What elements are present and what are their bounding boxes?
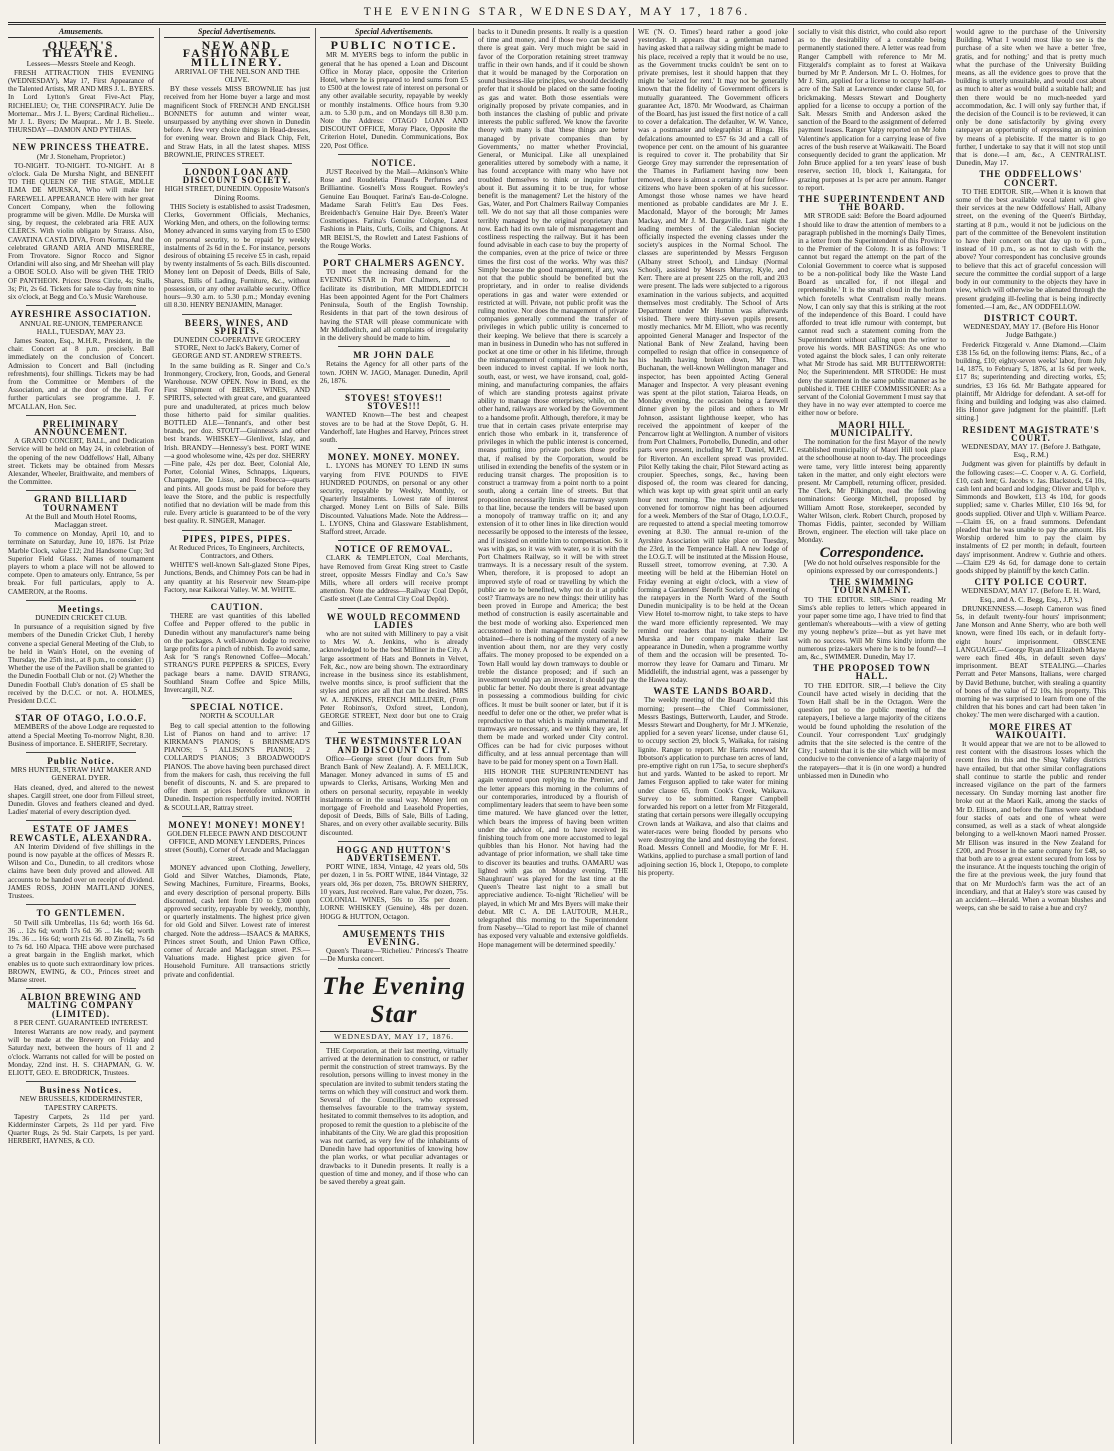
advertisement — [164, 319, 310, 526]
advertisement-heading: NOTICE OF REMOVAL. — [334, 544, 454, 555]
column-1 — [8, 28, 154, 1444]
col1-items — [8, 38, 154, 1146]
advertisement-heading: PRELIMINARY ANNOUNCEMENT. — [34, 418, 128, 437]
advertisement-body: JUST Received by the Mail—Atkinson's White Rose and Roudeletia Pinaud's Perfumes and Brilliantine. Gosnell's Moss Rouguet. Rowley's Genuine Eau Bouquet. Farina's Eau-de-Cologne. Madame Sarah Felitt's Eau Des Fees. Breidenbach's Genuine Hair Dye. Breen's Water Cosmetiques. Farina's Genuine Cologne, Latest Fashions in Plaits, Curls, Coils, and Chignons. At MR BEISL'S, the Rowlett and Latest Fashions of the Rouge Works. — [320, 168, 468, 250]
column-2 — [164, 28, 310, 1444]
advertisement — [164, 603, 310, 694]
column-5 — [638, 28, 788, 1444]
column-divider — [159, 28, 160, 1444]
police-court-sub: WEDNESDAY, MAY 17. (Before E. H. Ward, Esq., and A. C. Begg, Esq., J.P.'s.) — [961, 586, 1101, 604]
separator — [338, 254, 450, 255]
separator — [182, 530, 292, 531]
separator — [26, 988, 136, 989]
advertisement — [320, 394, 468, 444]
advertisement-body: CLARK & TEMPLETON, Coal Merchants, have Removed from Great King street to Castle street, opposite Messrs Findlay and Co.'s Saw Mills, where all orders will receive prompt attention. Note the address—Railway Coal Depôt, Castle street (Late Central City Coal Depôt). — [320, 554, 468, 604]
advertisement — [8, 605, 154, 705]
advertisement-subheading: ANNUAL RE-UNION, TEMPERANCE HALL, TUESDAY, MAY 23. — [19, 318, 143, 336]
oddfellows-heading: THE ODDFELLOWS' CONCERT. — [979, 169, 1083, 188]
advertisement-subheading: 8 PER CENT. GUARANTEED INTEREST. — [14, 1017, 148, 1027]
advertisement-body: BY these vessels MISS BROWNLIE has just received from her Home buyer a large and most magnificent Stock of FRENCH AND ENGLISH BONNETS for autumn and winter wear, unsurpassed by anything ever shown in Dunedin before. A few very choice things in Head-dresses, for evening wear. Brown and Black Chip, Felt, and Straw Hats, in all the latest shapes. MISS BROWNLIE, PRINCES STREET. — [164, 85, 310, 159]
advertisement — [8, 420, 154, 487]
advertisement-subheading: NEW BRUSSELS, KIDDERMINSTER, TAPESTRY CARPETS. — [19, 1094, 143, 1112]
advertisement — [320, 930, 468, 964]
advertisement — [320, 737, 468, 836]
advertisement-heading: NEW PRINCESS THEATRE. — [12, 142, 150, 153]
advertisement-body: MONEY advanced upon Clothing, Jewellery, Gold and Silver Watches, Diamonds, Plate, Sewing Machines, Furniture, Firearms, Books, and every description of personal property. Bills discounted, cash lent from £10 to £300 upon approved security, repayable by weekly, monthly, or quarterly instalments. The highest price given for old Gold and Silver. Lowest rate of interest charged. Note the address—ISAACS & MARKS, Princes street South, and Union Pawn Office, corner of Arcade and Maclaggan street. P.S.—Valuations made. Highest price given for Household Furniture. All transactions strictly private and confidential. — [164, 863, 310, 979]
oddfellows-letter: TO THE EDITOR. SIR,—When it is known that some of the best available vocal talent will give their services at the new Oddfellows' Hall, Albany street, on the evening of the Queen's Birthday, starting at 8 p.m., would it not be judicious on the part of the committee of the Benevolent institution to have their concert on that day up to 6 p.m., instead of 10 p.m., so as not to clash with the above? Your correspondent has conclusive grounds to believe that this act of graceful concession will secure the committee the cordial support of a large body in our community to the objects they have in view, which will otherwise be alienated through the present grudging ill-feeling that is being indirectly fomented.—I am, &c., AN ODDFELLOW. — [956, 187, 1106, 311]
maori-hill-report: The nomination for the first Mayor of the newly established municipality of Maori Hill took place at the schoolhouse at noon to-day. The proceedings were tame, very little interest being apparently taken in the matter, and only eight electors were present. Mr Campbell, returning officer, presided. The Clerk, Mr Pilkington, read the following nominations: George Mitchell, proposed by William Arnott Rose, storekeeper, seconded by Walter Wilson, clerk. Robert Church, proposed by Thomas Fiddis, painter, seconded by William Brown, engineer. The election will take place on Monday. — [798, 437, 946, 545]
leader-continued: backs to it Dunedin presents. It really is a question of time and money, and if those two can be saved there is great gain. Very much might be said in favor of the Corporation retaining street tramway traffic in their own hands, and if it could be shown that it would be managed by the Corporation on sound business-like principles, we should decidedly prefer that it should be placed on the same footing as gas and water. Both those essentials were originally proposed by private companies, and in both instances the clashing of public and private interests the public suffered. We know the favorite theory with many is that 'these things are better managed by private companies than by Governments,' no matter whether Provincial, General, or Municipal. Like all unexplained generalities uttered by somebody with a name, it has found acceptance with many who have not troubled themselves to think or inquire further about it. But assuming it to be true, for whose benefit is the management? Let the history of the Gas, Water, and Port Chalmers Railway Companies tell. We do not say that all those companies were terribly managed by the original proprietary than now. Each had its own tale of mismanagement and costliness respecting the railway. But it has been found advisable in each case to buy the property of the companies, even at the price of twice or three times the first cost of the works. Why was this? Simply because the good management, if any, was not that the public should be benefited but the proprietary, and in order to realise dividends operations in gas and water were extended or restricted at will. Private, not public profit was the ruling motive. Nor does the management of private companies generally commend the transfer of privileges in which public utility is concerned to their keeping. We believe that there is scarcely a man in business in Dunedin who has not suffered in pocket at one time or other in his lifetime, through the mismanagement of companies in which he has been induced to invest capital. If we look north, south, east, or west, we have ironsand, coal, gold-mining, and manufacturing companies, the affairs of which are standing protests against private ability to manage those enterprises; while, on the other hand, railways are worked by the Government to a handsome profit. Although, therefore, it may be true that in certain cases private enterprise may enrich those who embark in it, transference of privileges in which the public interest is concerned, means putting into private pockets those profits that, if realised by the Corporation, would be utilised in extending the benefits of the system or in reducing transit charges. The proposition is to construct a tramway from a point north to a point south, along a certain line of streets. But that proposition necessarily limits the tramway system to that line, because the tenders will be based upon a monopoly of tramway traffic on it; and any extension of it to other lines in like direction would necessarily be opposed to the interests of the lessee, and if insisted on entitle him to compensation. So it was with gas, so it was with water, so it is with the Port Chalmers Railway, so it will be with street tramways. It is a necessary result of the system. When, therefore, it is proposed to adopt an improved style of road or travelling by which the public are to be benefited, why not do it at public cost? Tramways are no new things: their utility has been proved in Europe and America; the best method of construction is easily ascertainable and the best mode of working also. Experienced men accustomed to their management could easily be obtained—there is nothing of the mystery of a new invention about them, nor are they very costly affairs. The money proposed to be expended on a Town Hall would lay down tramways to double or treble the distance proposed; and if such an investment would pay an investor, it should pay the public far better. No doubt there is great advantage in possessing a commodious building for civic offices. It must be built sooner or later, but if it is needful to defer one or the other, we prefer what is reproductive to that which is mainly ornamental. If tramways are necessary, and we think they are, let them be made and worked under City control. Offices can be had for civic purposes without difficulty, and at less annual percentage than will have to be paid for money spent on a Town Hall. — [478, 28, 628, 767]
advertisement-body: MEMBERS of the above Lodge are requested to attend a Special Meeting To-morrow Night, 8.30. Business of importance. E. SHERIFF, Secretary. — [8, 723, 154, 748]
advertisement-heading: ESTATE OF JAMES REWCASTLE, ALEXANDRA. — [9, 824, 153, 843]
column-divider — [473, 28, 474, 1444]
advertisement-heading: PORT CHALMERS AGENCY. — [323, 258, 465, 269]
waste-lands-report: The weekly meeting of the Board was held this morning; present—the Chief Commissioner, Messrs Bastings, Butterworth, Lauder, and Strode. Messrs Stewart and Dougherty, for Mr J. M'Kenzie, applied for a seven years' license, under clause 61, to occupy section 29, block 5, Waikaka, for raising lignite. Ranger to report. Mr Harris renewed Mr Ibbotson's application to purchase ten acres of land, pre-emptive right on run 175a, to secure shepherd's hut and yards. Wanted to be asked to report. Mr James Ferguson applied to take water for mining under clause 65, from Cook's Creek, Waikava. Survey to be submitted. Ranger Campbell forwarded his report on a letter from Mr Fitzgerald, stating that certain persons were illegally occupying Crown lands at Waikava, and also that claims and water-races were being flooded by persons who were destroying the land and destroying the forest. Road. Messrs Connell and Moodie, for Mr F. H. Watkins, applied to purchase a small portion of land adjoining section 16, block 1, Otepopo, to complete his property. — [638, 696, 788, 877]
column-divider — [315, 28, 316, 1444]
separator — [338, 154, 450, 155]
advertisement — [164, 168, 310, 309]
advertisement-heading: STAR OF OTAGO, I.O.O.F. — [15, 713, 147, 724]
advertisement — [8, 310, 154, 410]
separator — [26, 820, 136, 821]
advertisement-body: WHITE'S well-known Salt-glazed Stone Pipes, Junctions, Bends, and Chimney Pots can be had in any quantity at his Reservoir new Steam-pipe Factory, near Kaikorai Valley. W. M. WHITE. — [164, 561, 310, 594]
separator — [182, 163, 292, 164]
separator — [182, 598, 292, 599]
advertisement — [164, 703, 310, 812]
advertisement-subheading: Lessees—Messrs Steele and Keogh. — [26, 58, 136, 68]
advertisement-body: Hats cleaned, dyed, and altered to the newest shapes. Cargill street, one door from Filleul street, Dunedin. Gloves and feathers cleaned and dyed. Ladies' material of every description dyed. — [8, 783, 154, 817]
advertisement-subheading: At Reduced Prices, To Engineers, Architects, Contractors, and Others. — [169, 542, 305, 560]
separator — [338, 540, 450, 541]
advertisement-body: To commence on Monday, April 10, and to terminate on Saturday, June 10, 1876. 1st Prize Marble Clock, value £12; 2nd Handsome Cup; 3rd Superior Field Glass. Names of tournament players to whom a place will not be allowed to compete. Open to amateurs only. Entrance, 5s per break. For full particulars, apply to A. CAMERON, at the Rooms. — [8, 530, 154, 596]
separator — [338, 841, 450, 842]
advertisement — [164, 535, 310, 594]
advertisement-heading: HOGG AND HUTTON'S ADVERTISEMENT. — [336, 844, 452, 864]
fires-report: It would appear that we are not to be allowed to rest content with the disastrous losses which the recent fires in this and the Shag Valley districts have entailed, but that other similar conflagrations shall continue to startle the public and render increased vigilance on the part of the farmers necessary. On Sunday morning last another fire broke out at the Maori Kaik, among the stacks of Mr D. Ellison, and before the flames were subdued four stacks of oats and one of wheat were consumed, as well as a stack of wheat alongside belonging to a well-known Maori named Prosser. Mr Ellison was insured in the New Zealand for £200, and Prosser in the same company for £48, so that both are to a great extent secured from loss by the insurance. At the inquests touching the origin of the fire at the previous week, the jury found that that on Mr Murdoch's farm was the act of an incendiary, and that at Haley's store was caused by an accident.—Herald. When a woman blushes and weeps, can she be said to raise a hue and cry? — [956, 740, 1106, 913]
advertisement-heading: SPECIAL NOTICE. — [190, 702, 284, 713]
advertisement-heading: CAUTION. — [210, 602, 264, 612]
column-divider — [633, 28, 634, 1444]
column-4 — [478, 28, 628, 1444]
advertisement — [8, 825, 154, 900]
masthead-rule — [8, 24, 1106, 25]
advertisement-heading: MR JOHN DALE — [353, 350, 435, 361]
advertisement — [8, 757, 154, 816]
advertisement — [8, 38, 154, 135]
advertisement-heading: ALBION BREWING AND MALTING COMPANY (LIMITED). — [20, 992, 142, 1019]
correspondence-heading: Correspondence. — [819, 544, 925, 561]
advertisement — [320, 159, 468, 250]
advertisement-heading: NEW AND FASHIONABLE MILLINERY. — [182, 38, 292, 69]
advertisement — [320, 453, 468, 536]
town-hall-letter: TO THE EDITOR. SIR,—I believe the City Council have acted wisely in deciding that the Town Hall shall be in the Octagon. Were the question put to the public meeting of the ratepayers, I believe a large majority of the citizens would be found upholding the resolution of the Council. Your correspondent 'Lux' grudgingly admits that the site selected is the centre of the City; I submit that it is the site which will be most conducive to the convenience of a large majority of the ratepayers—that it is (in one word) a hundred unbiassed men in Dunedin who — [798, 681, 946, 780]
swimming-heading: THE SWIMMING TOURNAMENT. — [829, 577, 915, 596]
advertisement-body: 50 Twill silk Umbrellas, 11s 6d; worth 16s 6d. 36 ... 12s 6d; worth 17s 6d. 36 ... 14s 6d; worth 19s. 36 ... 16s 6d; worth 21s 6d. 80 Zinella, 7s 6d to 7s 6d. 160 Alpaca. THE above were purchased a great bargain in the English market, which enables us to quote such extraordinary low prices. BROWN, EWING, & CO., Princes street and Manse street. — [8, 918, 154, 984]
advertisement-body: WANTED Known—The best and cheapest stoves are to be had at the Stove Depôt, G. H. Vanderhoff, late Hughes and Harvey, Princes street south. — [320, 411, 468, 444]
fires-heading: MORE FIRES AT WAIKOUAITI. — [989, 721, 1073, 740]
advertisement-heading: AMUSEMENTS THIS EVENING. — [342, 928, 446, 947]
advertisement-body: James Seaton, Esq., M.H.R., President, in the chair. Concert at 8 p.m. precisely. Ball immediately on the conclusion of Concert. Admission to Concert and Ball (including refreshments), four shillings. Tickets may be had from the Committee or Members of the Association, and at the door of the Hall. For further particulars see programme. J. F. M'CALLAN, Hon. Sec. — [8, 336, 154, 411]
advertisement-subheading: ARRIVAL OF THE NELSON AND THE OLIVE. — [174, 66, 300, 85]
advertisement — [320, 846, 468, 921]
district-court-heading: DISTRICT COURT. — [983, 312, 1079, 323]
advertisement-subheading: At the Bull and Mouth Hotel Rooms, Maclaggan street. — [25, 511, 137, 529]
editorial-notes: HIS HONOR THE SUPERINTENDENT has again ventured upon replying to the Premier, and the letter appears this morning in the columns of our contemporaries, introduced by a flourish of complimentary leaders that seem to have been some time matured. We have glanced over the letter, which bears the impress of having been written under the advice of, and to have received its finishing touch from one more accustomed to legal quibbles than his Honor. Not having had the advantage of prior information, we shall take time to discover its beauties and truths. OAMARU was lighted with gas on Monday evening. 'THE Shaughraun' was played for the last time at the Queen's Theatre last night to a small but appreciative audience. To-night 'Richelieu' will be played, in which Mr and Mrs Byers will make their debut. MR C. A. DE LAUTOUR, M.H.R., telegraphed this morning to the Superintendent from Naseby—'Glad to report last mile of channel has exposed very valuable and extensive goldfields. Hope management will be determined speedily.' — [478, 768, 628, 949]
advertisement — [8, 495, 154, 595]
maori-hill-heading: MAORI HILL MUNICIPALITY. — [830, 419, 914, 438]
advertisement-body: L. LYONS has MONEY TO LEND IN sums varying from FIVE POUNDS to FIVE HUNDRED POUNDS, on personal or any other security, repayable by Weekly, Monthly, or Quarterly Instalments. Lowest rate of interest charged. Money Lent on Bills of Sale. Bills Discounted. Valuations Made. Note the Address—L. LYONS, China and Glassware Establishment, Stafford street, Arcade. — [320, 462, 468, 536]
police-court-heading: CITY POLICE COURT. — [974, 577, 1088, 588]
advertisement-heading: LONDON LOAN AND DISCOUNT SOCIETY. — [182, 167, 292, 186]
rm-court-report: Judgment was given for plaintiffs by default in the following cases:—C. Cooper v. A. G. Corfield, £10, cash lent; G. Jacobs v. Jas. Blackstock, £4 10s, cash lent and board and lodging; Oliver and Ulph v. Simmonds and Bowkett, £13 4s 10d, for goods supplied; same v. Charles Miller, £10 16s 9d, for goods supplied. Oliver and Ulph v. William Pearce.—Claim £6, on a fraud summons. Defendant pleaded that he was unable to pay the amount. His Worship ordered him to pay the claim by instalments of £2 per month; in default, fourteen days' imprisonment. Andrew v. Guthrie and others.—Claim £29 4s 6d, for damage done to certain goods shipped by plaintiff by the ketch Catlin. — [956, 460, 1106, 575]
advertisement-body: THERE are vast quantities of this labelled Coffee and Pepper offered to the public in Dunedin without any manufacturer's name being on the packages. A well-known dodge to receive large profits for a pinch of rubbish. To avoid same, Ask for 'S rang's Renowned Coffee—Mocah.' STRANG'S PURE PEPPERS & SPICES, Every package bears a name. DAVID STRANG, Southland Steam Coffee and Spice Mills, Invercargill, N.Z. — [164, 612, 310, 695]
separator — [26, 305, 136, 306]
advertisement-heading: Meetings. — [57, 603, 105, 614]
advertisement-body: who are not suited with Millinery to pay a visit to Mrs W. A. Jenkins, who is already acknowledged to be the best Milliner in the City. A large assortment of Hats and Bonnets in Velvet, Felt, &c., now are being shown. The extraordinary increase in the business since its establishment, twelve months since, is proof sufficient that the styles and prices are all that can be desired. MRS W. A. JENKINS, FRENCH MILLINER, (From Peter Robinson's, Oxford street, London), GEORGE STREET, Next door but one to Craig and Gillies. — [320, 630, 468, 729]
separator — [182, 314, 292, 315]
separator — [26, 490, 136, 491]
advertisement — [320, 545, 468, 603]
column-divider — [793, 28, 794, 1444]
advertisement — [320, 613, 468, 729]
column-7 — [956, 28, 1106, 1444]
advertisement-subheading: NORTH & SCOULLAR — [199, 711, 275, 721]
column-divider — [951, 28, 952, 1444]
advertisement-body: Office—George street (four doors from Sub Branch Bank of New Zealand). A. F. MELLICK, Manager. Money advanced in sums of £5 and upwards to Clerks, Artisans, Working Men and others on personal security, repayable in weekly instalments or in the usual way. Money lent on mortgage of Freehold and Leasehold Properties, deposit of Deeds, Bills of Sale, Bills of Lading, Shares, and on every other available security. Bills discounted. — [320, 754, 468, 837]
advertisement-body: In pursuance of a requisition signed by five members of the Dunedin Cricket Club, I hereby convene a special General Meeting of the Club, to be held in Wain's Hotel, on the evening of Thursday, the 25th inst., at 8 p.m., to consider: (1) Whether the use of the Pavilion shall be granted to the Dunedin Football Club or not. (2) Whether the Dunedin Football Club's donation of £5 shall be received by the D.C.C. or not. A. HOLMES, President D.C.C. — [8, 623, 154, 706]
advertisement — [8, 714, 154, 748]
separator — [26, 709, 136, 710]
advertisement-body: Interest Warrants are now ready, and payment will be made at the Brewery on Friday and Saturday next, between the hours of 11 and 2 o'clock. Warrants not called for will be posted on Monday, 22nd inst. H. S. CHAPMAN, G. W. ELIOTT, GEO. E. BRODRICK, Trustees. — [8, 1027, 154, 1077]
advertisement-body: Retains the Agency for all other parts of the town. JOHN W. JAGO, Manager. Dunedin, April 26, 1876. — [320, 360, 468, 385]
advertisement-body: A GRAND CONCERT, BALL, and Dedication Service will be held on May 24, in celebration of the opening of the new Oddfellows' Hall, Albany street. Tickets may be obtained from Messrs Alexander, Wheeler, Braithwaite, and members of the Committee. — [8, 437, 154, 487]
newspaper-dateline: WEDNESDAY, MAY 17, 1876. — [320, 1031, 468, 1043]
advertisement-body: FRESH ATTRACTION THIS EVENING (WEDNESDAY), May 17, First Appearance of the Talented Artists, MR AND MRS J. L. BYERS. In Lord Lytton's Great Five-Act Play, RICHELIEU; Or, THE CONSPIRACY. Julie De Mortemar... Mrs J. L. Byers; Cardinal Richelieu... Mr J. L. Byers; De Mauprat... Mr J. B. Steele. THURSDAY—DAMON AND PYTHIAS. — [8, 68, 154, 135]
separator — [26, 138, 136, 139]
advertisement-subheading: GOLDEN FLEECE PAWN AND DISCOUNT OFFICE, AND MONEY LENDERS, Princes street (South), Corner of Arcade and Maclaggan street. — [164, 829, 310, 863]
advertisement-heading: PUBLIC NOTICE. — [330, 38, 458, 53]
advertisement-subheading: DUNEDIN CRICKET CLUB. — [35, 613, 127, 622]
waste-lands-heading: WASTE LANDS BOARD. — [653, 686, 773, 697]
separator — [338, 448, 450, 449]
advertisement-subheading: MRS HUNTER, STRAW HAT MAKER AND GENERAL DYER. — [10, 765, 152, 783]
advertisement-body: Beg to call special attention to the following List of Pianos on hand and to arrive: 17 KIRKMAN'S PIANOS; 6 BRINSMEAD'S PIANOS; 5 ALLISON'S PIANOS; 2 COLLARD'S PIANOS; 3 BROADWOOD'S PIANOS. The above having been purchased direct from the makers for cash, thus receiving the full benefit of discounts, N. and S. are prepared to offer them at prices heretofore unknown in Dunedin. Inspection respectfully invited. NORTH & SCOULLAR, Rattray street. — [164, 721, 310, 812]
advertisement — [8, 143, 154, 301]
separator — [182, 698, 292, 699]
separator — [26, 752, 136, 753]
advertisement-body: Tapestry Carpets, 2s 11d per yard. Kidderminster Carpets, 2s 11d per yard. Five Quarter Rugs, 2s 9d. Stair Carpets, 1s per yard. HERBERT, HAYNES, & CO. — [8, 1112, 154, 1146]
advertisement — [320, 38, 468, 150]
waste-lands-continued: socially to visit this district, who could also report as to the desirability of a constable being permanently stationed there. A letter was read from Ranger Campbell with reference to Mr M. Fitzgerald's complaint as to forest at Waikava burned by Mr P. Anderson. Mr L. O. Holmes, for Mr J. Sim, applied for a license to occupy half-an-acre of the Salt at Lawrence under clause 50, for brickmaking. Messrs Stewart and Dougherty applied for a license to occupy a portion of the Salt. Messrs Smith and Anderson asked the sanction of the Board to the assignment of deferred payment leases. Ranger Valpy reported on Mr John Valentine's application for a carrying lease of five acres of the bush reserve at Waikawaiti. The Board consequently decided to grant the application. Mr John Bruce applied for a ten years' lease of bush reserve, section 10, block 1, Kaitangata, for grazing purposes at 1s per acre per annum. Ranger to report. — [798, 28, 946, 192]
advertisement-heading: QUEEN'S THEATRE. — [42, 38, 120, 61]
town-hall-heading: THE PROPOSED TOWN HALL. — [813, 663, 931, 682]
separator — [338, 608, 450, 609]
col2-items — [164, 38, 310, 979]
district-court-report: Frederick Fitzgerald v. Anne Diamond.—Claim £38 15s 6d, on the following items: Plans, &c., of a building, £10; eighty-seven weeks' labor, from July 14, 1875, to February 5, 1876, at 1s 6d per week, £17 8s; superintending and directing works, £5; sundries, £3 16s 6d. Mr Bathgate appeared for plaintiff, Mr Aldridge for defendant. A set-off for fixing and building and lodging was also claimed. His Honor gave judgment for the plaintiff. [Left sitting.] — [956, 340, 1106, 423]
advertisement-heading: BEERS, WINES, AND SPIRITS. — [184, 317, 290, 336]
advertisement-heading: AYRESHIRE ASSOCIATION. — [10, 309, 152, 320]
special-ads-header: Special Advertisements. — [164, 28, 310, 38]
separator — [338, 346, 450, 347]
separator — [338, 732, 450, 733]
advertisement-heading: MONEY. MONEY. MONEY. — [327, 452, 461, 463]
advertisement-body: THIS Society is established to assist Tradesmen, Clerks, Government Officials, Mechanics, Working Men, and others, on the following terms: Money advanced in sums varying from £5 to £500 on personal security, to be repaid by weekly instalments of 2s 6d in the £. For instance, persons desirous of obtaining £5 receive £5 in cash, repaid by twenty instalments of 5s each. Bills discounted. Money lent on Deposit of Deeds, Bills of Sale, Shares, Bills of Lading, Furniture, &c., without possession, or any other available security. Office hours—9.30 a.m. to 5.30 p.m.; Monday evening till 8.30. HENRY BENJAMIN, Manager. — [164, 202, 310, 310]
advertisement — [164, 38, 310, 159]
advertisement-subheading: DUNEDIN CO-OPERATIVE GROCERY STORE, Next to Jack's Bakery, Corner of GEORGE AND ST. ANDREW STREETS. — [172, 334, 302, 361]
advertisement — [8, 909, 154, 984]
rm-court-sub: WEDNESDAY, MAY 17. (Before J. Bathgate, Esq., R.M.) — [961, 441, 1101, 460]
page-masthead: THE EVENING STAR, WEDNESDAY, MAY 17, 1876. — [8, 4, 1106, 23]
newspaper-title: The Evening Star — [322, 972, 466, 1028]
advertisement-body: Queen's Theatre—'Richelieu.' Princess's Theatre—De Murska concert. — [320, 947, 468, 964]
advertisement — [164, 821, 310, 979]
special-ads-header: Special Advertisements. — [320, 28, 468, 38]
police-court-report: DRUNKENNESS.—Joseph Cameron was fined 5s, in default twenty-four hours' imprisonment; Jane Monson and Anne Sherry, who are both well known, were fined 10s each, or in default forty-eight hours' imprisonment. OBSCENE LANGUAGE.—George Ryan and Elizabeth Mayne were each fined 40s, in default seven days' imprisonment. BEAT STEALING.—Charles Perratt and Peter Mansons, Italians, were charged by David Bethune, butcher, with stealing a quantity of bones of the value of £2 10s, his property. This morning he was surprised to learn from one of the children that his bones and cart had been taken 'in chokey.' The men were discharged with a caution. — [956, 604, 1106, 720]
advertisement-heading: NOTICE. — [371, 157, 417, 168]
rm-court-heading: RESIDENT MAGISTRATE'S COURT. — [962, 424, 1100, 443]
advertisement-heading: Public Notice. — [47, 756, 115, 767]
news-paragraphs: WE ('N. O. Times') heard rather a good joke yesterday. It appears that a gentleman named having asked that a railway siding might be made to his place, received a reply that it would be no use, as the Government trucks couldn't be sent on to private premises, lest it should happen that they might be 'seized for rent.' It may not be generally known that the fidelity of Government officers is mutually guaranteed. The Government officers guarantee Act, 1870. Mr Woodward, as Chairman of the Board, has just issued the first notice of a call to cover a defalcation. The defaulter, W. W. Vance, was a postmaster and telegraphist at Ringa. His defalcations amounted to £57 6s 3d and a call of twopence per cent. on the amount of his guarantee is required to cover it. The probability that Sir George Grey may surrender the representation of the Thames in Parliament having now been removed, there is almost a certainty of four fellow-citizens who have been spoken of at his sucessor. Amongst those whose names we have heard mentioned as probable candidates are Mr J. E. Macdonald, Mayor of the borough; Mr James Mackay, and Mr J. M. Dargaville. Last night the leading members of the Caledonian Society officially inspected the evening classes under the society's auspices in the Normal School. The classes are superintended by Messrs Ferguson (Albany street School), and Lindsay (Normal School), assisted by Messrs Murray, Kyle, and Kerr. There are at present 225 on the roll, and 203 were present. The lads were subjected to a rigorous examination in the various subjects, and acquitted themselves most creditably. The School of Arts Department under Mr Hutton was afterwards visited. There were thirty-seven pupils present, mostly mechanics. Mr M. Elliott, who was recently appointed General Manager and Inspector of the National Bank of New Zealand, having been compelled to resign that office in consequence of his health having broken down, Mr Thos. Buchanan, the well-known Wellington manager and inspector, has been appointed Acting General Manager and Inspector. A very pleasant evening was spent at the pilot station, Taiaroa Heads, on Monday evening, the occasion being a farewell dinner given by the pilots and others to Mr Johnson, assistant lighthouse keeper, who has received the appointment of keeper of the Pencarrow light at Wellington. A number of visitors from Port Chalmers, Portobello, Dunedin, and other parts were present, including Mr T. Daniel, M.P.C. for Riverton. An excellent spread was provided. Pilot Kelly taking the chair, Pilot Steward acting as croupier. Speeches, songs, &c., having been disposed of, the room was cleared for dancing, which was kept up with great spirit until an early hour next morning. The meeting of cricketers convened for tomorrow night has been adjourned for a week. Members of the Star of Otago, I.O.O.F., are requested to attend a special meeting tomorrow evening at 8.30. The annual re-union of the Ayrshire Association will take place on Tuesday, the 23rd, in the Temperance Hall. A new lodge of the I.O.G.T. will be instituted at the Mission House, Russell street, tomorrow evening, at 7.30. A meeting will be held at the Hibernian Hotel on Friday evening at eight o'clock, with a view of forming a Gardeners' Benefit Society. A meeting of the ratepayers in the North Ward of the South Dunedin municipality is to be held at the Ocean View Hotel to-morrow night, to take steps to have the ward more efficiently represented. We may remind our readers that to-night Madame De Murska and her company make their last appearance in Dunedin, when a programme worthy of them and the occasion will be presented. To-morrow they leave for Oamaru and Timaru. Mr Middlelift, the industrial agent, was a passenger by the Hawea today. — [638, 28, 788, 685]
advertisement-body: MR M. MYERS begs to inform the public in general that he has opened a Loan and Discount Office in Moray place, opposite the Criterion Hotel, where he is prepared to lend sums from £5 to £500 at the lowest rate of interest on personal or any other available security, repayable by weekly or monthly instalments. Office hours from 9.30 a.m. to 5.30 p.m., and on Mondays till 8.30 p.m. Note the Address: OTAGO LOAN AND DISCOUNT OFFICE, Moray Place, Opposite the Criterion Hotel, Dunedin. Communications, Box 220, Post Office. — [320, 51, 468, 150]
advertisement-subheading: HIGH STREET, DUNEDIN. Opposite Watson's Dining Rooms. — [164, 184, 310, 202]
advertisement-heading: PIPES, PIPES, PIPES. — [183, 533, 291, 544]
separator — [338, 389, 450, 390]
advertisement-heading: Business Notices. — [39, 1085, 123, 1096]
advertisement-body: TO meet the increasing demand for the EVENING STAR in Port Chalmers, and to facilitate its distribution, MR MIDDLEDITCH Has been appointed Agent for the Port Chalmers Peninsula, South of the English Township. Residents in that part of the town desirous of having the STAR will please communicate with Mr Middleditch, and all complaints of irregularity in the delivery should be made to him. — [320, 268, 468, 342]
separator — [26, 415, 136, 416]
amusements-header: Amusements. — [8, 28, 154, 38]
leader-article: THE Corporation, at their last meeting, virtually arrived at the determination to construct, or rather permit the construction of street tramways. By the resolution, persons willing to invest money in the speculation are invited to submit tenders stating the terms on which they will construct and work them. Several of the Councillors, who expressed themselves favourable to the tramway system, hesitated to commit themselves to its adoption, and proposed to remit the question to a plebiscite of the inhabitants of the City. We are glad this proposition was not carried, as very few of the inhabitants of Dunedin have had opportunities of knowing how the plan works, or what peculiar advantages or drawbacks to it Dunedin presents. It really is a question of time and money, and if those who can be saved thereby a great gain. — [320, 1046, 468, 1186]
column-6 — [798, 28, 946, 1444]
advertisement — [8, 1086, 154, 1145]
superintendent-report: MR STRODE said: Before the Board adjourned I should like to draw the attention of members to a paragraph published in the morning's Daily Times, in a letter from the Superintendent of this Province to the Premier of the Colony. It is as follows: 'I cannot but regard the attempt on the part of the Colonial Government to coerce what is supposed to be a non-political body like the Waste Land Board as uncalled for, if not illegal and reprehensible.' It is the small cloud in the horizon which foretells what Centralism really means. Now, I can only say that this is striking at the root of the independence of this Board. I could have afforded to treat idle rumour with contempt, but cannot read such a statement coming from the Superintendent without calling upon the writer to prove his words. MR BASTINGS: As one who voted against the block sales, I can only reiterate what Mr Strode has said. MR BUTTERWORTH: No; the Superintendent. MR STRODE: He must deny the statement in the same public manner as he published it. THE CHIEF COMMISSIONER: As a servant of the Colonial Government I must say that they have in no way ever attempted to coerce me either now or before. — [798, 212, 946, 418]
column-3 — [320, 28, 468, 1444]
advertisement — [320, 351, 468, 385]
separator — [26, 1081, 136, 1082]
town-hall-continued: would agree to the purchase of the University Building. What I would most like to see is the purchase of a site when we have a better 'free, gratis, and for nothing;' and that is pretty much what the purchase of the University Building means, as all the evidence goes to prove that the building is utterly unsuitable, and would cost about as much to alter as would build a suitable hall; and then there would be no much-needed yard accommodation, &c. I will only say further that, if the decision of the Council is to be reviewed, it can only be done satisfactorily by giving every ratepayer an opportunity of expressing an opinion by means of a plebiscite. If the matter is to go further, I undertake to say that it will not stop until that is done.—I am, &c., A CENTRALIST. Dunedin, May 17. — [956, 28, 1106, 168]
advertisement-subheading: (Mr J. Stoneham, Proprietor.) — [36, 151, 126, 161]
separator — [26, 904, 136, 905]
advertisement — [320, 259, 468, 342]
advertisement-heading: TO GENTLEMEN. — [36, 908, 126, 919]
separator — [338, 968, 450, 969]
advertisement-body: TO-NIGHT. TO-NIGHT. TO-NIGHT. At 8 o'clock. Gala De Mursha Night, and BENEFIT TO THE QUEEN OF THE STAGE, MDLLE ILMA DE MURSKA, Who will make her FAREWELL APPEARANCE Here with her great Concert Company, when the following programme will be given. Mdlle. De Murska will sing, by request, the celebrated aria FRE AUX CLERCS. With violin obligato by Strauss. Also, CAVATINA CASTA DIVA, From Norma, And the celebrated GRAND ARIA AND MISERERE, From Trovatore. Signor Rocco and Signor Orlandini will also sing, and Mr Sheehan will play a OBOE SOLO. Also will be given THE TRIO OF PANTHEON. Prices: Dress Circle, 4s; Stalls, 3s; Pit, 2s 6d. Tickets for sale to-day from nine to six o'clock, at Begg and Co.'s Music Warehouse. — [8, 161, 154, 302]
superintendent-heading: THE SUPERINTENDENT AND THE BOARD. — [798, 194, 946, 213]
district-court-sub: WEDNESDAY, MAY 17. (Before His Honor Judge Bathgate.) — [963, 322, 1099, 340]
col3-items — [320, 38, 468, 964]
separator — [26, 600, 136, 601]
advertisement-body: PORT WINE, 1834, Vintage, 42 years old, 50s per dozen, 1 in 5s. PORT WINE, 1844 Vintage, 32 years old, 36s per dozen, 75s. BROWN SHERRY, 10 years, Just received. Rare value, Per dozen, 75s. COLONIAL WINES, 50s to 35s per dozen. LORNE WHISKEY (Genuine), 48s per dozen. HOGG & HUTTON, Octagon. — [320, 863, 468, 921]
advertisement-body: In the same building as R. Singer and Co.'s Ironmongery, Crockery, Iron, Goods, and General Warehouse. NOW OPEN. Now in Bond, ex the First Shipment of BEERS, WINES, AND SPIRITS, selected with great care, and guaranteed pure and unadulterated, at prices much below those hitherto paid for similar qualities. BOTTLED ALE—Tennant's, and other best brands, per doz. STOUT—Guinness's and other best brands. WHISKEY—Glenlivet, Islay, and Irish. BRANDY—Hennessy's best. PORT WINE—a good wholesome wine, 42s per doz. SHERRY—Fine pale, 42s per doz. Beer, Colonial Ale, Porter, Colonial Wines, Schnapps, Liqueurs, Champagne, De Lisso, and Rosebecca—quarts and pints. All goods must be paid for before they leave the Store, and the public is respectfully notified that no deviation will be made from this rule. Every article is guaranteed to be of the very best quality. R. SINGER, Manager. — [164, 361, 310, 526]
swimming-letter: TO THE EDITOR. SIR,—Since reading Mr Sims's able replies to letters which appeared in your paper some time ago, I have tried to find that gentleman's whereabouts—with a view of getting my young nephew's prize—but as yet have met with no success. Will Mr Sims kindly inform the numerous prize-takers where he is to be found?—I am, &c., SWIMMER. Dunedin, May 17. — [798, 595, 946, 662]
advertisement — [8, 993, 154, 1077]
correspondence-note: [We do not hold ourselves responsible for the opinions expressed by our correspondents.] — [803, 557, 941, 575]
advertisement-heading: GRAND BILLIARD TOURNAMENT — [34, 494, 128, 513]
separator — [338, 925, 450, 926]
advertisement-heading: MONEY! MONEY! MONEY! — [168, 819, 306, 830]
advertisement-heading: STOVES! STOVES!! STOVES!!! — [345, 392, 443, 412]
separator — [182, 816, 292, 817]
advertisement-heading: WE WOULD RECOMMEND LADIES — [326, 611, 462, 630]
advertisement-heading: THE WESTMINSTER LOAN AND DISCOUNT CITY. — [325, 736, 463, 755]
advertisement-body: AN Interim Dividend of five shillings in the pound is now payable at the offices of Messrs R. Wilson and Co., Dunedin, to all creditors whose claims have been duly proved and allowed. All accounts to be handed over on receipt of dividend. JAMES ROSS, JOHN MAITLAND JONES, Trustees. — [8, 842, 154, 901]
